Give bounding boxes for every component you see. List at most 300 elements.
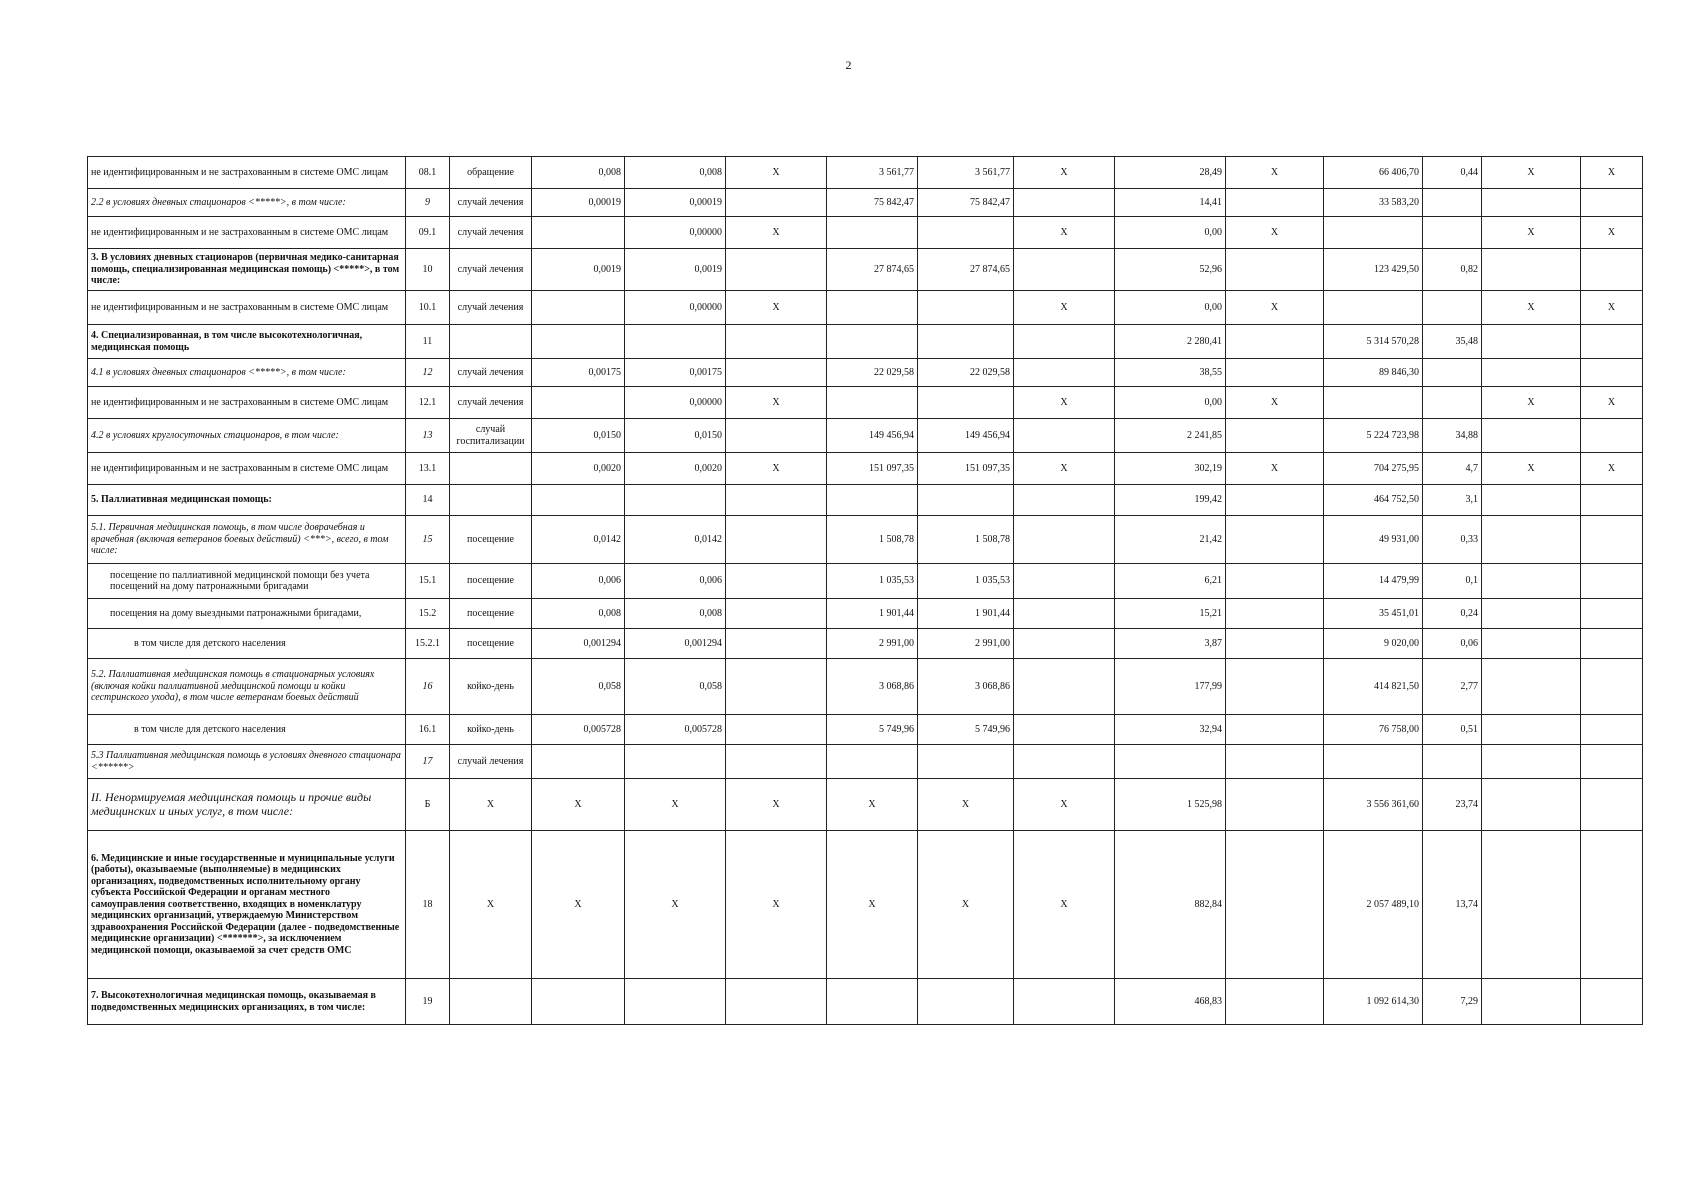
cell-c4: X [532, 779, 625, 831]
row-name: не идентифицированным и не застрахованным в системе ОМС лицам [88, 157, 406, 189]
cell-c4: 0,058 [532, 659, 625, 715]
row-unit: случай лечения [450, 291, 532, 325]
row-unit: случай лечения [450, 745, 532, 779]
cell-c12: 49 931,00 [1324, 516, 1423, 564]
cell-c9 [1014, 249, 1115, 291]
cell-c4: 0,008 [532, 157, 625, 189]
cell-c13: 0,82 [1423, 249, 1482, 291]
cell-c4 [532, 291, 625, 325]
row-name: 6. Медицинские и иные государственные и муниципальные услуги (работы), оказываемые (выполняемые) в медицинских организациях, подведомственных исполнительному органу субъекта Российской Федерации и органам местного самоуправления соответственно, входящих в номенклатуру медицинских организаций, утверждаемую Министерством здравоохранения Российской Федерации (далее - подведомственные медицинские организации) <*******>, за исключением медицинской помощи, оказываемой за счет средств ОМС [88, 831, 406, 979]
cell-c7: 3 068,86 [827, 659, 918, 715]
cell-c14 [1482, 779, 1581, 831]
cell-c13: 0,24 [1423, 599, 1482, 629]
cell-c14 [1482, 831, 1581, 979]
cell-c15 [1581, 745, 1643, 779]
cell-c12: 123 429,50 [1324, 249, 1423, 291]
cell-c14 [1482, 419, 1581, 453]
cell-c9 [1014, 516, 1115, 564]
row-number: 08.1 [406, 157, 450, 189]
cell-c8: 2 991,00 [918, 629, 1014, 659]
cell-c7: X [827, 831, 918, 979]
row-number: 15.2 [406, 599, 450, 629]
cell-c6 [726, 745, 827, 779]
cell-c4 [532, 745, 625, 779]
row-unit: случай лечения [450, 359, 532, 387]
cell-c7: 2 991,00 [827, 629, 918, 659]
cell-c14: X [1482, 217, 1581, 249]
row-name: в том числе для детского населения [88, 629, 406, 659]
cell-c14 [1482, 564, 1581, 599]
cell-c4: 0,008 [532, 599, 625, 629]
row-unit: случай госпитализации [450, 419, 532, 453]
cell-c8: 22 029,58 [918, 359, 1014, 387]
cell-c10: 32,94 [1115, 715, 1226, 745]
cell-c6: X [726, 387, 827, 419]
cell-c12: 1 092 614,30 [1324, 979, 1423, 1025]
table-row [88, 745, 1643, 779]
cell-c5: 0,00000 [625, 291, 726, 325]
cell-c7: 3 561,77 [827, 157, 918, 189]
cell-c15 [1581, 831, 1643, 979]
cell-c9 [1014, 419, 1115, 453]
cell-c12 [1324, 217, 1423, 249]
cell-c5 [625, 745, 726, 779]
cell-c11 [1226, 516, 1324, 564]
cell-c12: 66 406,70 [1324, 157, 1423, 189]
cell-c10: 6,21 [1115, 564, 1226, 599]
cell-c15: X [1581, 217, 1643, 249]
row-number: 18 [406, 831, 450, 979]
cell-c6 [726, 516, 827, 564]
row-name: не идентифицированным и не застрахованным в системе ОМС лицам [88, 387, 406, 419]
cell-c6 [726, 325, 827, 359]
cell-c5: X [625, 831, 726, 979]
cell-c7: 5 749,96 [827, 715, 918, 745]
cell-c10: 2 241,85 [1115, 419, 1226, 453]
cell-c8: X [918, 831, 1014, 979]
cell-c14 [1482, 659, 1581, 715]
cell-c13: 2,77 [1423, 659, 1482, 715]
cell-c14: X [1482, 291, 1581, 325]
table-row [88, 831, 1643, 979]
cell-c11 [1226, 745, 1324, 779]
cell-c15 [1581, 249, 1643, 291]
cell-c11 [1226, 979, 1324, 1025]
row-unit [450, 485, 532, 516]
cell-c14 [1482, 249, 1581, 291]
data-table [87, 156, 1643, 1025]
cell-c8: 27 874,65 [918, 249, 1014, 291]
row-unit: посещение [450, 599, 532, 629]
cell-c13 [1423, 291, 1482, 325]
cell-c14 [1482, 629, 1581, 659]
cell-c12: 35 451,01 [1324, 599, 1423, 629]
table-row [88, 325, 1643, 359]
row-number: 15 [406, 516, 450, 564]
cell-c9: X [1014, 291, 1115, 325]
cell-c10: 0,00 [1115, 387, 1226, 419]
cell-c7 [827, 387, 918, 419]
cell-c7 [827, 745, 918, 779]
cell-c6: X [726, 779, 827, 831]
row-name: посещения на дому выездными патронажными бригадами, [88, 599, 406, 629]
cell-c15 [1581, 979, 1643, 1025]
cell-c13 [1423, 217, 1482, 249]
cell-c10: 21,42 [1115, 516, 1226, 564]
cell-c7: 1 035,53 [827, 564, 918, 599]
cell-c6 [726, 715, 827, 745]
cell-c9 [1014, 629, 1115, 659]
table-row [88, 629, 1643, 659]
cell-c10: 882,84 [1115, 831, 1226, 979]
table-row [88, 516, 1643, 564]
cell-c5: 0,00000 [625, 387, 726, 419]
row-unit: обращение [450, 157, 532, 189]
row-name: 4. Специализированная, в том числе высокотехнологичная, медицинская помощь [88, 325, 406, 359]
cell-c11: X [1226, 217, 1324, 249]
cell-c5: 0,00175 [625, 359, 726, 387]
row-name: 4.1 в условиях дневных стационаров <*****>, в том числе: [88, 359, 406, 387]
cell-c11 [1226, 715, 1324, 745]
cell-c14: X [1482, 453, 1581, 485]
cell-c12: 89 846,30 [1324, 359, 1423, 387]
row-number: 10 [406, 249, 450, 291]
cell-c4 [532, 485, 625, 516]
cell-c13: 0,06 [1423, 629, 1482, 659]
row-unit [450, 453, 532, 485]
cell-c13: 0,44 [1423, 157, 1482, 189]
row-number: 12.1 [406, 387, 450, 419]
cell-c12: 704 275,95 [1324, 453, 1423, 485]
cell-c15: X [1581, 387, 1643, 419]
row-unit: посещение [450, 516, 532, 564]
cell-c6 [726, 979, 827, 1025]
cell-c9 [1014, 715, 1115, 745]
cell-c7 [827, 979, 918, 1025]
cell-c15: X [1581, 291, 1643, 325]
cell-c12: 2 057 489,10 [1324, 831, 1423, 979]
row-number: 16 [406, 659, 450, 715]
cell-c8 [918, 979, 1014, 1025]
table-row [88, 453, 1643, 485]
cell-c7 [827, 291, 918, 325]
cell-c6 [726, 249, 827, 291]
cell-c5: 0,001294 [625, 629, 726, 659]
cell-c8: X [918, 779, 1014, 831]
cell-c14 [1482, 516, 1581, 564]
row-name: 5. Паллиативная медицинская помощь: [88, 485, 406, 516]
cell-c13: 4,7 [1423, 453, 1482, 485]
row-name: в том числе для детского населения [88, 715, 406, 745]
cell-c9 [1014, 189, 1115, 217]
cell-c8 [918, 387, 1014, 419]
row-name: 5.1. Первичная медицинская помощь, в том числе доврачебная и врачебная (включая ветеранов боевых действий) <***>, всего, в том числе: [88, 516, 406, 564]
cell-c10: 302,19 [1115, 453, 1226, 485]
row-unit: посещение [450, 629, 532, 659]
table-row [88, 979, 1643, 1025]
row-number: 15.1 [406, 564, 450, 599]
cell-c12: 9 020,00 [1324, 629, 1423, 659]
row-name: 3. В условиях дневных стационаров (первичная медико-санитарная помощь, специализированная медицинская помощь) <*****>, в том числе: [88, 249, 406, 291]
row-unit: койко-день [450, 659, 532, 715]
cell-c8: 1 508,78 [918, 516, 1014, 564]
cell-c6 [726, 564, 827, 599]
cell-c4 [532, 387, 625, 419]
cell-c11: X [1226, 157, 1324, 189]
cell-c15 [1581, 659, 1643, 715]
cell-c5: X [625, 779, 726, 831]
cell-c5: 0,005728 [625, 715, 726, 745]
cell-c12 [1324, 291, 1423, 325]
cell-c7: 75 842,47 [827, 189, 918, 217]
row-name: посещение по паллиативной медицинской помощи без учета посещений на дому патронажными бригадами [88, 564, 406, 599]
cell-c4: X [532, 831, 625, 979]
cell-c8 [918, 291, 1014, 325]
cell-c9: X [1014, 387, 1115, 419]
cell-c15: X [1581, 157, 1643, 189]
row-number: 15.2.1 [406, 629, 450, 659]
cell-c13: 23,74 [1423, 779, 1482, 831]
cell-c12: 464 752,50 [1324, 485, 1423, 516]
cell-c5: 0,008 [625, 599, 726, 629]
cell-c9: X [1014, 217, 1115, 249]
cell-c6 [726, 189, 827, 217]
cell-c5: 0,00019 [625, 189, 726, 217]
cell-c9 [1014, 979, 1115, 1025]
table-row [88, 564, 1643, 599]
cell-c13 [1423, 387, 1482, 419]
cell-c15 [1581, 189, 1643, 217]
cell-c6 [726, 599, 827, 629]
table-row [88, 387, 1643, 419]
row-unit: X [450, 831, 532, 979]
cell-c13 [1423, 745, 1482, 779]
cell-c8: 1 035,53 [918, 564, 1014, 599]
cell-c7: 1 508,78 [827, 516, 918, 564]
row-number: Б [406, 779, 450, 831]
cell-c4 [532, 217, 625, 249]
cell-c4: 0,00175 [532, 359, 625, 387]
cell-c7: 27 874,65 [827, 249, 918, 291]
cell-c10: 468,83 [1115, 979, 1226, 1025]
cell-c5: 0,0142 [625, 516, 726, 564]
cell-c13: 0,51 [1423, 715, 1482, 745]
cell-c14 [1482, 189, 1581, 217]
cell-c8: 3 068,86 [918, 659, 1014, 715]
cell-c11: X [1226, 453, 1324, 485]
cell-c10: 15,21 [1115, 599, 1226, 629]
cell-c10: 177,99 [1115, 659, 1226, 715]
cell-c14 [1482, 359, 1581, 387]
cell-c13 [1423, 359, 1482, 387]
cell-c6: X [726, 831, 827, 979]
row-number: 09.1 [406, 217, 450, 249]
cell-c12: 76 758,00 [1324, 715, 1423, 745]
cell-c11: X [1226, 387, 1324, 419]
cell-c6: X [726, 453, 827, 485]
cell-c9: X [1014, 831, 1115, 979]
row-unit: случай лечения [450, 387, 532, 419]
cell-c12 [1324, 745, 1423, 779]
table-row [88, 485, 1643, 516]
cell-c10: 3,87 [1115, 629, 1226, 659]
cell-c15 [1581, 715, 1643, 745]
cell-c4: 0,001294 [532, 629, 625, 659]
cell-c10: 2 280,41 [1115, 325, 1226, 359]
row-name: не идентифицированным и не застрахованным в системе ОМС лицам [88, 217, 406, 249]
cell-c14 [1482, 979, 1581, 1025]
row-number: 14 [406, 485, 450, 516]
cell-c12: 3 556 361,60 [1324, 779, 1423, 831]
cell-c15: X [1581, 453, 1643, 485]
cell-c11 [1226, 629, 1324, 659]
cell-c6 [726, 419, 827, 453]
cell-c6: X [726, 217, 827, 249]
cell-c7: X [827, 779, 918, 831]
cell-c11 [1226, 599, 1324, 629]
row-unit [450, 325, 532, 359]
cell-c11 [1226, 359, 1324, 387]
cell-c10: 14,41 [1115, 189, 1226, 217]
cell-c5 [625, 979, 726, 1025]
cell-c15 [1581, 779, 1643, 831]
table-row [88, 157, 1643, 189]
cell-c8 [918, 325, 1014, 359]
cell-c6 [726, 629, 827, 659]
cell-c14 [1482, 325, 1581, 359]
cell-c11 [1226, 189, 1324, 217]
cell-c15 [1581, 359, 1643, 387]
cell-c8: 3 561,77 [918, 157, 1014, 189]
cell-c11 [1226, 659, 1324, 715]
cell-c9 [1014, 359, 1115, 387]
cell-c8: 151 097,35 [918, 453, 1014, 485]
cell-c13 [1423, 189, 1482, 217]
cell-c12 [1324, 387, 1423, 419]
cell-c5: 0,008 [625, 157, 726, 189]
table-row [88, 419, 1643, 453]
row-name: 7. Высокотехнологичная медицинская помощь, оказываемая в подведомственных медицинских организациях, в том числе: [88, 979, 406, 1025]
cell-c9 [1014, 745, 1115, 779]
cell-c5: 0,00000 [625, 217, 726, 249]
cell-c6: X [726, 291, 827, 325]
cell-c13: 34,88 [1423, 419, 1482, 453]
cell-c11 [1226, 831, 1324, 979]
page-number: 2 [845, 58, 852, 72]
row-unit: случай лечения [450, 189, 532, 217]
cell-c5: 0,058 [625, 659, 726, 715]
cell-c13: 35,48 [1423, 325, 1482, 359]
cell-c4: 0,00019 [532, 189, 625, 217]
row-number: 16.1 [406, 715, 450, 745]
cell-c6 [726, 485, 827, 516]
row-number: 11 [406, 325, 450, 359]
cell-c15 [1581, 325, 1643, 359]
cell-c5: 0,006 [625, 564, 726, 599]
row-number: 10.1 [406, 291, 450, 325]
cell-c9: X [1014, 157, 1115, 189]
cell-c12: 5 314 570,28 [1324, 325, 1423, 359]
row-unit: случай лечения [450, 249, 532, 291]
cell-c12: 14 479,99 [1324, 564, 1423, 599]
row-name: II. Ненормируемая медицинская помощь и прочие виды медицинских и иных услуг, в том числе: [88, 779, 406, 831]
cell-c15 [1581, 599, 1643, 629]
cell-c8: 75 842,47 [918, 189, 1014, 217]
cell-c12: 33 583,20 [1324, 189, 1423, 217]
row-number: 19 [406, 979, 450, 1025]
cell-c15 [1581, 564, 1643, 599]
cell-c9: X [1014, 779, 1115, 831]
cell-c9: X [1014, 453, 1115, 485]
cell-c11 [1226, 325, 1324, 359]
cell-c7: 1 901,44 [827, 599, 918, 629]
cell-c13: 0,33 [1423, 516, 1482, 564]
cell-c8: 1 901,44 [918, 599, 1014, 629]
cell-c4 [532, 325, 625, 359]
row-name: 5.3 Паллиативная медицинская помощь в условиях дневного стационара <******> [88, 745, 406, 779]
cell-c15 [1581, 516, 1643, 564]
row-name: не идентифицированным и не застрахованным в системе ОМС лицам [88, 291, 406, 325]
row-name: 4.2 в условиях круглосуточных стационаров, в том числе: [88, 419, 406, 453]
cell-c10: 0,00 [1115, 291, 1226, 325]
cell-c4: 0,0142 [532, 516, 625, 564]
cell-c8 [918, 485, 1014, 516]
cell-c13: 13,74 [1423, 831, 1482, 979]
cell-c10 [1115, 745, 1226, 779]
cell-c15 [1581, 629, 1643, 659]
row-name: 2.2 в условиях дневных стационаров <*****>, в том числе: [88, 189, 406, 217]
cell-c11: X [1226, 291, 1324, 325]
cell-c4: 0,0020 [532, 453, 625, 485]
cell-c11 [1226, 249, 1324, 291]
cell-c13: 0,1 [1423, 564, 1482, 599]
cell-c7 [827, 325, 918, 359]
cell-c7: 22 029,58 [827, 359, 918, 387]
table-row [88, 715, 1643, 745]
cell-c7 [827, 485, 918, 516]
cell-c11 [1226, 779, 1324, 831]
cell-c14 [1482, 599, 1581, 629]
table-row [88, 659, 1643, 715]
cell-c4: 0,0150 [532, 419, 625, 453]
cell-c10: 52,96 [1115, 249, 1226, 291]
cell-c12: 414 821,50 [1324, 659, 1423, 715]
cell-c7 [827, 217, 918, 249]
row-number: 13.1 [406, 453, 450, 485]
cell-c4 [532, 979, 625, 1025]
cell-c6 [726, 659, 827, 715]
row-unit: X [450, 779, 532, 831]
row-number: 17 [406, 745, 450, 779]
row-unit: койко-день [450, 715, 532, 745]
row-number: 9 [406, 189, 450, 217]
cell-c15 [1581, 419, 1643, 453]
table-row [88, 359, 1643, 387]
cell-c6: X [726, 157, 827, 189]
cell-c14 [1482, 745, 1581, 779]
row-number: 13 [406, 419, 450, 453]
cell-c5 [625, 485, 726, 516]
cell-c9 [1014, 564, 1115, 599]
cell-c5: 0,0020 [625, 453, 726, 485]
row-name: не идентифицированным и не застрахованным в системе ОМС лицам [88, 453, 406, 485]
cell-c8 [918, 745, 1014, 779]
cell-c4: 0,0019 [532, 249, 625, 291]
table-row [88, 189, 1643, 217]
cell-c10: 199,42 [1115, 485, 1226, 516]
cell-c9 [1014, 659, 1115, 715]
cell-c15 [1581, 485, 1643, 516]
